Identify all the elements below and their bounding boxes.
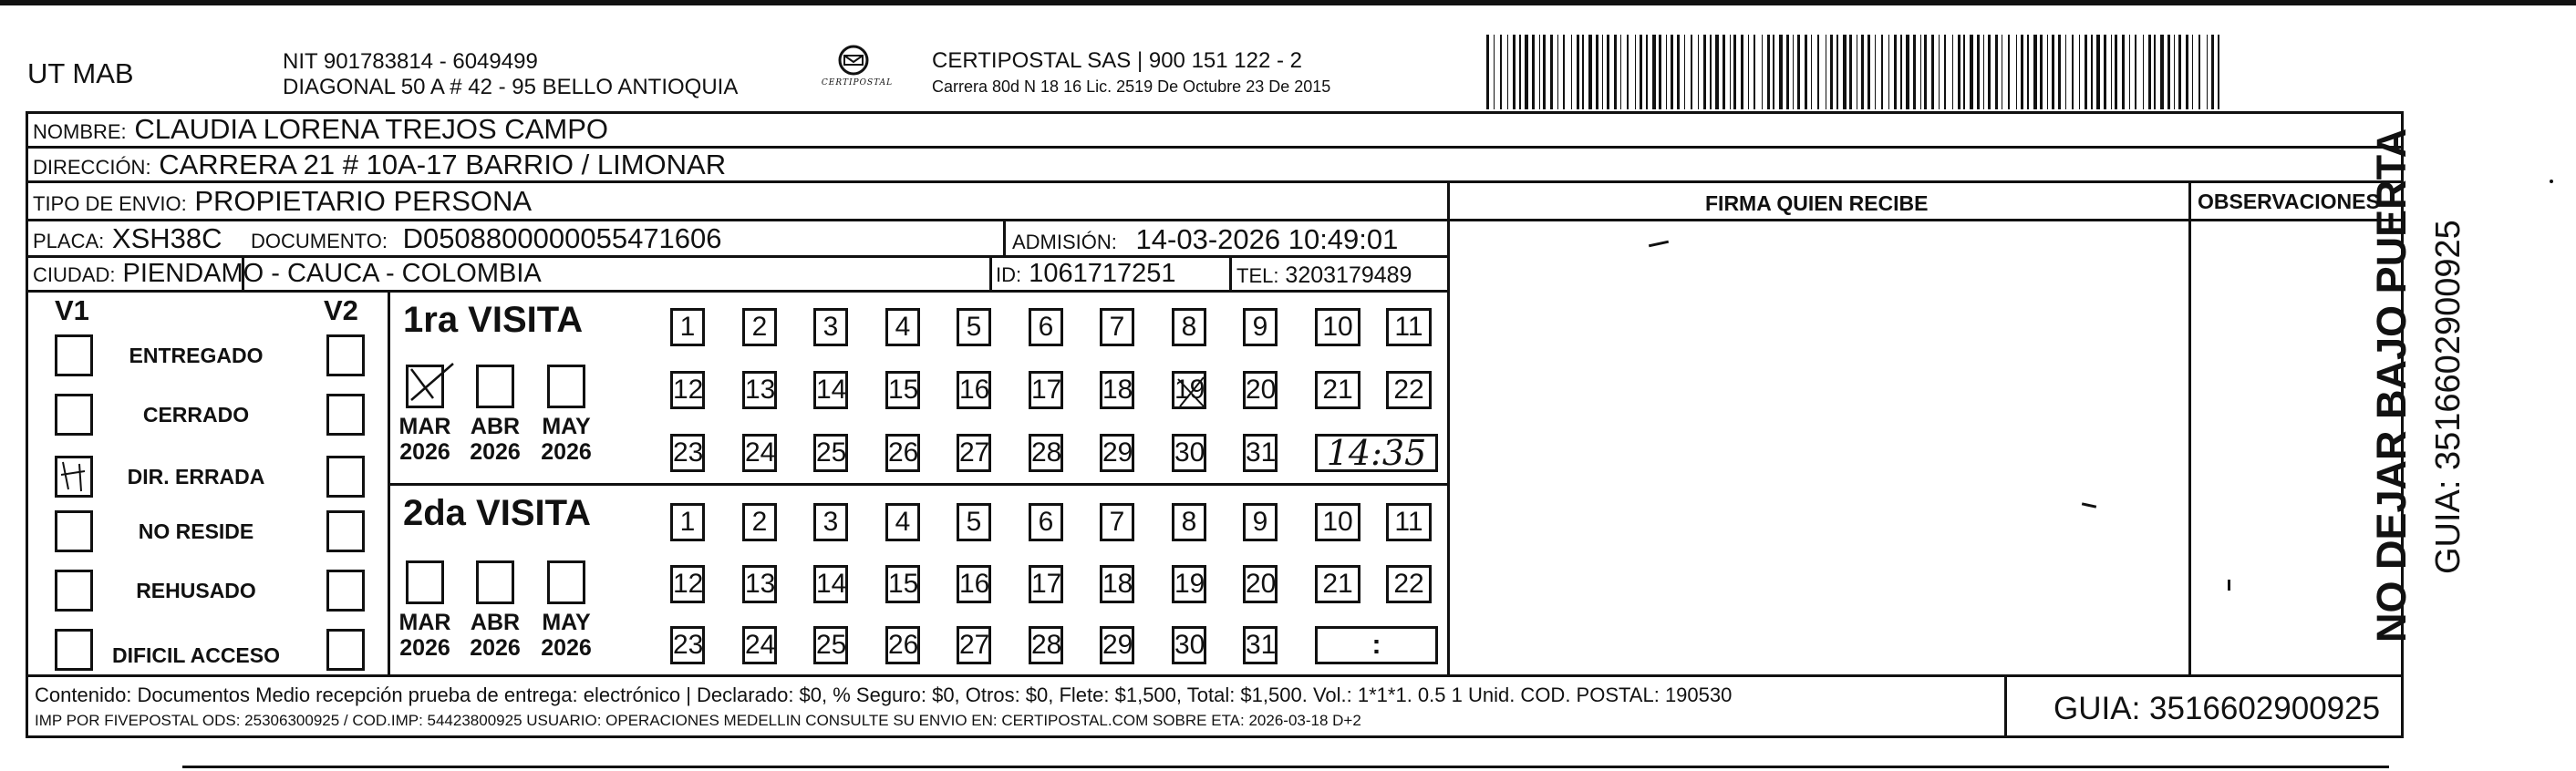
- second-visit-day-9[interactable]: 9: [1243, 503, 1278, 541]
- second-visit-day-17[interactable]: 17: [1029, 565, 1063, 603]
- second-visit-day-10[interactable]: 10: [1315, 503, 1360, 541]
- first-visit-day-7[interactable]: 7: [1100, 308, 1134, 346]
- tel-label: TEL:: [1236, 264, 1279, 287]
- tel-row: [1236, 264, 1412, 287]
- second-visit-day-11[interactable]: 11: [1386, 503, 1432, 541]
- first-visit-day-24[interactable]: 24: [742, 434, 777, 472]
- first-visit-day-9[interactable]: 9: [1243, 308, 1278, 346]
- second-visit-time-box[interactable]: :: [1315, 626, 1438, 664]
- v1-checkbox-no-reside[interactable]: [55, 510, 93, 552]
- v1-checkbox-entregado[interactable]: [55, 334, 93, 376]
- first-visit-day-19-label: 19: [1174, 375, 1205, 405]
- second-visit-day-12[interactable]: 12: [670, 565, 705, 603]
- second-visit-day-5[interactable]: 5: [957, 503, 991, 541]
- second-visit-day-24[interactable]: 24: [742, 626, 777, 664]
- second-visit-day-25[interactable]: 25: [813, 626, 848, 664]
- first-visit-day-23[interactable]: 23: [670, 434, 705, 472]
- stray-mark: [2228, 580, 2230, 591]
- col-line: [2188, 182, 2191, 676]
- documento-row: [251, 224, 722, 252]
- side-guia: GUIA: 3516602900925: [2429, 220, 2467, 574]
- first-visit-year-label: 2026: [399, 439, 450, 465]
- first-visit-day-28[interactable]: 28: [1029, 434, 1063, 472]
- second-visit-day-14[interactable]: 14: [813, 565, 848, 603]
- col-line: [989, 257, 992, 292]
- second-visit-month-box-mar[interactable]: [406, 560, 444, 604]
- first-visit-day-6[interactable]: 6: [1029, 308, 1063, 346]
- courier-name: CERTIPOSTAL SAS | 900 151 122 - 2: [932, 48, 1302, 73]
- second-visit-day-28[interactable]: 28: [1029, 626, 1063, 664]
- first-visit-time-box[interactable]: 14:35: [1315, 434, 1438, 472]
- second-visit-title: 2da VISITA: [403, 493, 591, 533]
- second-visit-day-13[interactable]: 13: [742, 565, 777, 603]
- v1-checkbox-rehusado[interactable]: [55, 570, 93, 612]
- first-visit-day-29[interactable]: 29: [1100, 434, 1134, 472]
- imp-text: IMP POR FIVEPOSTAL ODS: 25306300925 / COD.IMP: 54423800925 USUARIO: OPERACIONES MEDELLIN CONSULTE SU ENVIO EN: CERTIPOSTAL.COM SOBRE ETA: 2026-03-18 D+2: [35, 712, 1361, 729]
- first-visit-day-18[interactable]: 18: [1100, 371, 1134, 409]
- id-row: [996, 261, 1175, 287]
- first-visit-title: 1ra VISITA: [403, 300, 584, 340]
- second-visit-day-3[interactable]: 3: [813, 503, 848, 541]
- documento-value: D0508800000055471606: [402, 222, 722, 254]
- first-visit-day-1[interactable]: 1: [670, 308, 705, 346]
- first-visit-day-2[interactable]: 2: [742, 308, 777, 346]
- first-visit-month-box-may[interactable]: [547, 365, 585, 408]
- first-visit-day-8[interactable]: 8: [1172, 308, 1206, 346]
- status-label-rehusado: REHUSADO: [136, 579, 256, 602]
- second-visit-month-label-may: MAY: [542, 610, 591, 635]
- v2-checkbox-entregado[interactable]: [326, 334, 365, 376]
- first-visit-day-26[interactable]: 26: [885, 434, 920, 472]
- second-visit-day-6[interactable]: 6: [1029, 503, 1063, 541]
- second-visit-day-31[interactable]: 31: [1243, 626, 1278, 664]
- firma-header: FIRMA QUIEN RECIBE: [1705, 191, 1929, 215]
- second-visit-day-22[interactable]: 22: [1386, 565, 1432, 603]
- first-visit-day-11[interactable]: 11: [1386, 308, 1432, 346]
- second-visit-day-20[interactable]: 20: [1243, 565, 1278, 603]
- no-dejar-bajo-puerta: NO DEJAR BAJO PUERTA: [2368, 128, 2415, 642]
- nit: NIT 901783814 - 6049499: [283, 49, 538, 74]
- first-visit-day-27[interactable]: 27: [957, 434, 991, 472]
- observaciones-header: OBSERVACIONES: [2198, 190, 2380, 213]
- first-visit-day-4[interactable]: 4: [885, 308, 920, 346]
- v2-checkbox-rehusado[interactable]: [326, 570, 365, 612]
- second-visit-day-7[interactable]: 7: [1100, 503, 1134, 541]
- row-line: [26, 180, 2404, 183]
- first-visit-day-3[interactable]: 3: [813, 308, 848, 346]
- first-visit-year-label: 2026: [541, 439, 592, 465]
- first-visit-day-12[interactable]: 12: [670, 371, 705, 409]
- nombre-label: NOMBRE:: [33, 120, 127, 143]
- row-line: [26, 674, 2404, 677]
- first-visit-day-30[interactable]: 30: [1172, 434, 1206, 472]
- v1-checkbox-cerrado[interactable]: [55, 394, 93, 436]
- second-visit-day-8[interactable]: 8: [1172, 503, 1206, 541]
- logo-text: CERTIPOSTAL: [821, 78, 894, 87]
- first-visit-month-label-mar: MAR: [398, 414, 451, 439]
- second-visit-month-box-may[interactable]: [547, 560, 585, 604]
- v2-checkbox-dificil-acceso[interactable]: [326, 629, 365, 671]
- col-line: [2004, 674, 2007, 738]
- v1-checkbox-dificil-acceso[interactable]: [55, 629, 93, 671]
- second-visit-day-16[interactable]: 16: [957, 565, 991, 603]
- edge-dot: [2550, 180, 2553, 183]
- second-visit-day-15[interactable]: 15: [885, 565, 920, 603]
- row-line: [26, 290, 1448, 293]
- second-visit-year-label: 2026: [541, 635, 592, 661]
- direccion-value: CARRERA 21 # 10A-17 BARRIO / LIMONAR: [159, 149, 727, 180]
- first-visit-day-21[interactable]: 21: [1315, 371, 1360, 409]
- tipo-row: [33, 187, 532, 215]
- footer-guia: GUIA: 3516602900925: [2054, 691, 2381, 726]
- status-label-cerrado: CERRADO: [142, 403, 250, 427]
- first-visit-day-17[interactable]: 17: [1029, 371, 1063, 409]
- col-line: [1447, 182, 1450, 676]
- status-label-no-reside: NO RESIDE: [138, 519, 254, 543]
- col-line: [1229, 257, 1232, 292]
- tel-value: 3203179489: [1285, 262, 1412, 288]
- tipo-value: PROPIETARIO PERSONA: [194, 185, 533, 217]
- sender-address: DIAGONAL 50 A # 42 - 95 BELLO ANTIOQUIA: [283, 75, 739, 99]
- first-visit-day-5[interactable]: 5: [957, 308, 991, 346]
- second-visit-day-21[interactable]: 21: [1315, 565, 1360, 603]
- barcode: [1486, 35, 2225, 109]
- second-visit-month-label-abr: ABR: [470, 610, 521, 635]
- nombre-row: [33, 115, 608, 143]
- first-visit-year-label: 2026: [470, 439, 521, 465]
- first-visit-month-box-abr[interactable]: [476, 365, 514, 408]
- admision-value: 14-03-2026 10:49:01: [1135, 223, 1399, 255]
- v1-header: V1: [55, 294, 89, 326]
- v2-header: V2: [324, 294, 358, 326]
- v2-checkbox-no-reside[interactable]: [326, 510, 365, 552]
- status-label-dificil-acceso: DIFICIL ACCESO: [111, 643, 280, 667]
- second-visit-day-26[interactable]: 26: [885, 626, 920, 664]
- certipostal-logo: [821, 44, 894, 98]
- second-visit-day-19[interactable]: 19: [1172, 565, 1206, 603]
- first-visit-day-16[interactable]: 16: [957, 371, 991, 409]
- first-visit-month-label-abr: ABR: [470, 414, 521, 439]
- company-name: UT MAB: [27, 57, 134, 89]
- second-visit-day-30[interactable]: 30: [1172, 626, 1206, 664]
- courier-address: Carrera 80d N 18 16 Lic. 2519 De Octubre 23 De 2015: [932, 77, 1331, 96]
- second-visit-day-1[interactable]: 1: [670, 503, 705, 541]
- direccion-label: DIRECCIÓN:: [33, 156, 151, 179]
- v1-checkbox-dir-errada[interactable]: [55, 456, 93, 498]
- status-label-dir-errada: DIR. ERRADA: [127, 465, 265, 488]
- id-value: 1061717251: [1029, 259, 1176, 288]
- first-visit-day-10[interactable]: 10: [1315, 308, 1360, 346]
- first-visit-month-label-may: MAY: [542, 414, 591, 439]
- handwritten-x-icon: [406, 360, 459, 404]
- second-visit-day-4[interactable]: 4: [885, 503, 920, 541]
- first-visit-day-25[interactable]: 25: [813, 434, 848, 472]
- visit-divider: [388, 483, 1448, 486]
- admision-label: ADMISIÓN:: [1012, 231, 1117, 253]
- placa-row: [33, 224, 222, 252]
- ciudad-row: [33, 261, 542, 287]
- admision-row: [1012, 225, 1398, 253]
- first-visit-day-13[interactable]: 13: [742, 371, 777, 409]
- first-visit-day-15[interactable]: 15: [885, 371, 920, 409]
- ciudad-value: PIENDAMO - CAUCA - COLOMBIA: [122, 259, 542, 288]
- col-line: [1003, 221, 1006, 257]
- id-label: ID:: [996, 263, 1022, 286]
- first-visit-day-22[interactable]: 22: [1386, 371, 1432, 409]
- first-visit-day-19[interactable]: [1172, 371, 1206, 409]
- second-visit-day-23[interactable]: 23: [670, 626, 705, 664]
- second-visit-year-label: 2026: [399, 635, 450, 661]
- second-visit-day-18[interactable]: 18: [1100, 565, 1134, 603]
- tipo-label: TIPO DE ENVIO:: [33, 192, 187, 215]
- second-visit-month-box-abr[interactable]: [476, 560, 514, 604]
- documento-label: DOCUMENTO:: [251, 230, 388, 252]
- direccion-row: [33, 150, 726, 179]
- v2-checkbox-dir-errada[interactable]: [326, 456, 365, 498]
- v2-checkbox-cerrado[interactable]: [326, 394, 365, 436]
- top-border: [0, 0, 2576, 5]
- first-visit-month-box-mar[interactable]: [406, 365, 444, 408]
- envelope-circle-icon: [821, 44, 894, 98]
- second-visit-day-2[interactable]: 2: [742, 503, 777, 541]
- ciudad-label: CIUDAD:: [33, 263, 116, 286]
- nombre-value: CLAUDIA LORENA TREJOS CAMPO: [134, 113, 608, 145]
- handwritten-check-icon: [57, 458, 90, 495]
- first-visit-day-20[interactable]: 20: [1243, 371, 1278, 409]
- second-visit-day-29[interactable]: 29: [1100, 626, 1134, 664]
- bottom-rule: [182, 766, 2389, 768]
- second-visit-day-27[interactable]: 27: [957, 626, 991, 664]
- handwritten-x-icon: [1174, 374, 1209, 410]
- second-visit-year-label: 2026: [470, 635, 521, 661]
- placa-value: XSH38C: [111, 222, 222, 254]
- placa-label: PLACA:: [33, 230, 105, 252]
- first-visit-day-14[interactable]: 14: [813, 371, 848, 409]
- contenido-text: Contenido: Documentos Medio recepción prueba de entrega: electrónico | Declarado: $0, % Seguro: $0, Otros: $0, Flete: $1,500, Total: $1,500. Vol.: 1*1*1. 0.5 1 Unid. COD. POSTAL: 190530: [35, 684, 1733, 706]
- status-label-entregado: ENTREGADO: [129, 344, 264, 367]
- second-visit-month-label-mar: MAR: [398, 610, 451, 635]
- row-line: [26, 255, 1448, 258]
- row-line: [26, 219, 2404, 221]
- first-visit-day-31[interactable]: 31: [1243, 434, 1278, 472]
